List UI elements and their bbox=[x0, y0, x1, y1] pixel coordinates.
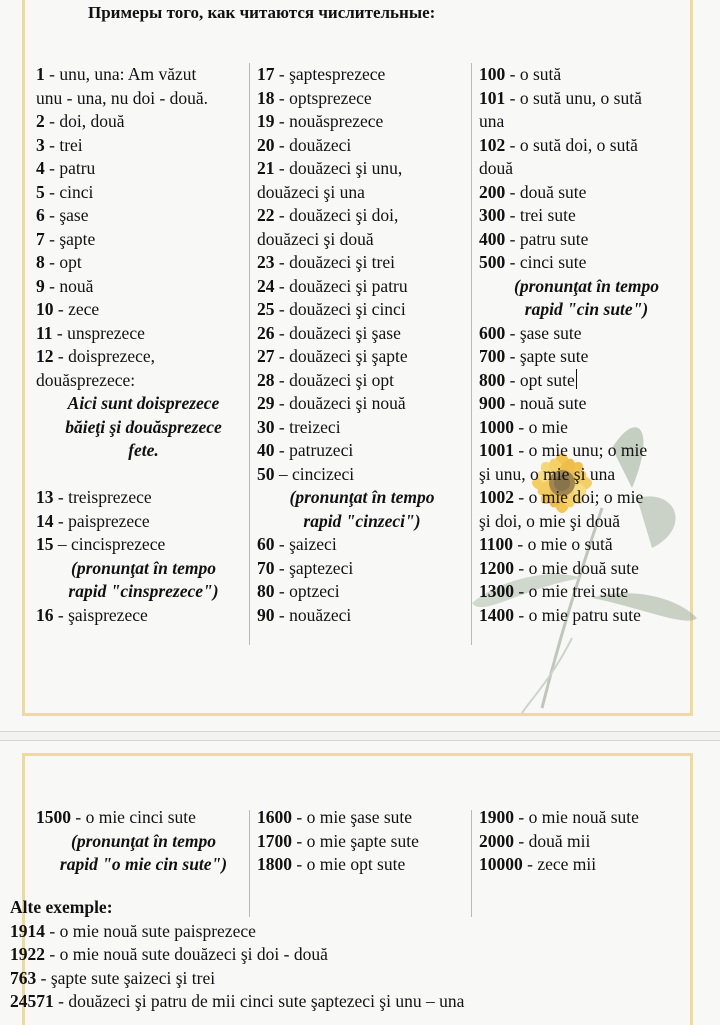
number-row bbox=[36, 204, 251, 228]
number-reading: - şaptesprezece bbox=[274, 64, 386, 84]
number-row bbox=[257, 533, 467, 557]
number-reading: - cinci bbox=[44, 181, 94, 202]
number-value: 1002 bbox=[479, 487, 514, 507]
number-value: 16 bbox=[36, 604, 54, 625]
number-reading: - douăzeci şi doi, bbox=[274, 205, 399, 225]
number-reading: - o sută doi, o sută bbox=[505, 134, 638, 155]
number-row bbox=[479, 181, 694, 205]
numbers-column-3 bbox=[479, 63, 694, 627]
number-reading: - o sută unu, o sută bbox=[505, 87, 642, 108]
pronunciation-note: (pronunţat în tempo bbox=[289, 487, 435, 507]
number-reading: - o mie unu; o mie bbox=[514, 440, 648, 460]
number-row bbox=[36, 604, 251, 628]
number-reading: - douăzeci şi nouă bbox=[274, 393, 406, 413]
number-reading: una bbox=[479, 111, 505, 131]
number-reading: – cincizeci bbox=[274, 463, 355, 484]
number-value: 10000 bbox=[479, 854, 523, 874]
number-value: 3 bbox=[36, 134, 45, 155]
number-value: 500 bbox=[479, 252, 506, 272]
number-reading: - şase bbox=[44, 205, 89, 225]
number-reading: - douăzeci şi şase bbox=[274, 322, 401, 343]
number-row bbox=[36, 87, 251, 111]
number-reading: - douăzeci şi patru de mii cinci sute şaptezeci şi unu – una bbox=[53, 991, 465, 1011]
number-value: 4 bbox=[36, 158, 45, 178]
number-value: 1300 bbox=[479, 581, 514, 601]
number-reading: - şapte bbox=[44, 228, 96, 249]
number-reading: - o mie patru sute bbox=[514, 604, 641, 625]
number-row bbox=[257, 298, 467, 322]
number-value: 1922 bbox=[10, 944, 45, 964]
number-row bbox=[257, 251, 467, 275]
number-value: 800 bbox=[479, 369, 506, 390]
number-reading: - douăzeci şi opt bbox=[274, 369, 395, 390]
number-reading: - doisprezece, bbox=[53, 346, 156, 366]
pronunciation-note: rapid "o mie cin sute") bbox=[59, 854, 228, 874]
number-value: 2 bbox=[36, 111, 45, 131]
document-page-2 bbox=[0, 740, 720, 1025]
number-value: 900 bbox=[479, 393, 506, 413]
number-row bbox=[257, 369, 467, 393]
number-reading: - cinci sute bbox=[505, 252, 587, 272]
number-reading: şi doi, o mie şi două bbox=[479, 510, 620, 531]
number-value: 11 bbox=[36, 322, 53, 343]
number-row bbox=[36, 275, 251, 299]
number-row bbox=[257, 345, 467, 369]
number-reading: - treisprezece bbox=[53, 487, 152, 507]
number-row bbox=[479, 510, 694, 534]
number-value: 40 bbox=[257, 440, 275, 460]
pronunciation-note: băieţi şi douăsprezece bbox=[65, 416, 222, 437]
number-reading: - nouă bbox=[44, 275, 94, 296]
number-row bbox=[479, 463, 694, 487]
number-row bbox=[36, 228, 251, 252]
number-row bbox=[36, 134, 251, 158]
number-row bbox=[257, 439, 467, 463]
number-row bbox=[36, 251, 251, 275]
number-row bbox=[36, 157, 251, 181]
number-row bbox=[257, 228, 467, 252]
number-row bbox=[479, 853, 694, 877]
number-value: 13 bbox=[36, 487, 54, 507]
number-reading: - optsprezece bbox=[274, 87, 372, 108]
pronunciation-note: Aici sunt doisprezece bbox=[67, 393, 220, 413]
number-row bbox=[479, 369, 694, 393]
number-row bbox=[257, 181, 467, 205]
number-row bbox=[257, 604, 467, 628]
number-reading: douăzeci şi două bbox=[257, 228, 374, 249]
number-row bbox=[36, 369, 251, 393]
number-value: 90 bbox=[257, 604, 275, 625]
number-reading: - opt sute bbox=[505, 369, 575, 390]
number-reading: – cincisprezece bbox=[53, 534, 166, 554]
examples-section bbox=[10, 896, 464, 1014]
number-reading: - unu, una: Am văzut bbox=[44, 64, 197, 84]
number-value: 1900 bbox=[479, 807, 514, 827]
number-reading: unu - una, nu doi - două. bbox=[36, 87, 209, 108]
number-value: 1200 bbox=[479, 557, 514, 578]
number-reading: - o mie nouă sute paisprezece bbox=[45, 920, 256, 941]
number-row bbox=[36, 63, 251, 87]
number-reading: - o mie opt sute bbox=[292, 854, 406, 874]
number-value: 28 bbox=[257, 369, 275, 390]
number-row bbox=[257, 157, 467, 181]
number-value: 1500 bbox=[36, 807, 71, 827]
number-reading: - nouăsprezece bbox=[274, 111, 384, 131]
number-reading: - doi, două bbox=[44, 111, 125, 131]
number-reading: - douăzeci şi trei bbox=[274, 252, 396, 272]
pronunciation-note: (pronunţat în tempo bbox=[71, 830, 216, 851]
number-value: 200 bbox=[479, 181, 506, 202]
number-value: 27 bbox=[257, 346, 275, 366]
number-value: 7 bbox=[36, 228, 45, 249]
number-value: 1400 bbox=[479, 604, 514, 625]
number-reading: - o mie doi; o mie bbox=[514, 487, 644, 507]
number-row bbox=[479, 110, 694, 134]
number-reading: - patruzeci bbox=[274, 440, 354, 460]
number-value: 10 bbox=[36, 299, 54, 319]
number-reading: - treizeci bbox=[274, 416, 341, 437]
numbers-column-6 bbox=[479, 806, 694, 877]
number-row bbox=[257, 830, 467, 854]
number-value: 26 bbox=[257, 322, 275, 343]
number-row bbox=[479, 604, 694, 628]
number-reading: - o mie nouă sute douăzeci şi doi - două bbox=[45, 944, 328, 964]
number-row bbox=[479, 580, 694, 604]
number-reading: - o mie cinci sute bbox=[71, 807, 196, 827]
number-value: 20 bbox=[257, 134, 275, 155]
number-row bbox=[257, 204, 467, 228]
number-value: 9 bbox=[36, 275, 45, 296]
number-reading: - două mii bbox=[514, 830, 591, 851]
number-reading: - optzeci bbox=[274, 581, 340, 601]
number-reading: două bbox=[479, 158, 514, 178]
number-value: 700 bbox=[479, 346, 506, 366]
pronunciation-note: rapid "cin sute") bbox=[524, 299, 649, 319]
number-value: 12 bbox=[36, 346, 54, 366]
numbers-column-4 bbox=[36, 806, 251, 877]
number-row bbox=[36, 110, 251, 134]
number-reading: - patru bbox=[44, 158, 96, 178]
number-row bbox=[257, 134, 467, 158]
example-row bbox=[10, 990, 464, 1014]
number-reading: - o mie trei sute bbox=[514, 581, 629, 601]
number-value: 1600 bbox=[257, 807, 292, 827]
number-row bbox=[257, 110, 467, 134]
number-row bbox=[36, 345, 251, 369]
number-value: 23 bbox=[257, 252, 275, 272]
number-value: 763 bbox=[10, 967, 37, 988]
number-row bbox=[479, 486, 694, 510]
example-row bbox=[10, 920, 464, 944]
number-reading: şi unu, o mie şi una bbox=[479, 463, 616, 484]
number-reading: - douăzeci şi patru bbox=[274, 275, 408, 296]
number-reading: - paisprezece bbox=[53, 510, 150, 531]
number-reading: - o sută bbox=[505, 64, 562, 84]
number-row bbox=[257, 416, 467, 440]
number-value: 18 bbox=[257, 87, 275, 108]
number-reading: - opt bbox=[44, 252, 82, 272]
number-reading: - douăzeci şi unu, bbox=[274, 158, 403, 178]
number-reading: - zece mii bbox=[522, 854, 597, 874]
number-value: 24571 bbox=[10, 991, 54, 1011]
number-value: 600 bbox=[479, 322, 506, 343]
number-row bbox=[257, 557, 467, 581]
number-reading: - şapte sute bbox=[505, 346, 589, 366]
number-reading: - o mie şapte sute bbox=[292, 830, 419, 851]
number-reading: - trei sute bbox=[505, 205, 576, 225]
number-reading: - o mie două sute bbox=[514, 557, 639, 578]
number-reading: - zece bbox=[53, 299, 100, 319]
number-value: 1800 bbox=[257, 854, 292, 874]
number-value: 22 bbox=[257, 205, 275, 225]
number-row bbox=[36, 181, 251, 205]
number-reading: - douăzeci bbox=[274, 134, 352, 155]
number-row bbox=[479, 63, 694, 87]
number-value: 14 bbox=[36, 510, 54, 531]
number-row bbox=[257, 63, 467, 87]
number-row bbox=[479, 392, 694, 416]
number-reading: douăsprezece: bbox=[36, 369, 136, 390]
page-heading: Примеры того, как читаются числительные: bbox=[88, 3, 436, 22]
number-value: 29 bbox=[257, 393, 275, 413]
number-reading: - două sute bbox=[505, 181, 587, 202]
text-cursor bbox=[576, 369, 577, 389]
number-row bbox=[36, 322, 251, 346]
example-row bbox=[10, 943, 464, 967]
number-row bbox=[257, 853, 467, 877]
column-divider bbox=[471, 810, 472, 917]
number-row bbox=[36, 533, 251, 557]
number-value: 1100 bbox=[479, 534, 514, 554]
number-value: 50 bbox=[257, 463, 275, 484]
number-value: 100 bbox=[479, 64, 506, 84]
number-value: 15 bbox=[36, 534, 54, 554]
number-value: 6 bbox=[36, 205, 45, 225]
number-value: 25 bbox=[257, 299, 275, 319]
number-row bbox=[257, 392, 467, 416]
number-row bbox=[36, 510, 251, 534]
number-value: 70 bbox=[257, 557, 275, 578]
number-value: 101 bbox=[479, 87, 506, 108]
number-row bbox=[479, 157, 694, 181]
number-row bbox=[479, 87, 694, 111]
number-row bbox=[479, 439, 694, 463]
number-value: 1700 bbox=[257, 830, 292, 851]
number-row bbox=[479, 416, 694, 440]
number-reading: - douăzeci şi cinci bbox=[274, 299, 406, 319]
number-value: 5 bbox=[36, 181, 45, 202]
number-value: 1914 bbox=[10, 920, 45, 941]
number-reading: - şaisprezece bbox=[53, 604, 148, 625]
number-row bbox=[257, 275, 467, 299]
number-value: 1000 bbox=[479, 416, 514, 437]
number-row bbox=[257, 463, 467, 487]
number-row bbox=[36, 298, 251, 322]
number-row bbox=[479, 533, 694, 557]
number-row bbox=[479, 557, 694, 581]
number-reading: - nouăzeci bbox=[274, 604, 352, 625]
number-row bbox=[479, 345, 694, 369]
pronunciation-note: rapid "cinsprezece") bbox=[68, 581, 219, 601]
number-value: 8 bbox=[36, 252, 45, 272]
column-divider bbox=[471, 63, 472, 645]
number-value: 60 bbox=[257, 534, 275, 554]
numbers-column-1 bbox=[36, 63, 251, 627]
number-reading: - douăzeci şi şapte bbox=[274, 346, 408, 366]
numbers-column-5 bbox=[257, 806, 467, 877]
number-row bbox=[257, 580, 467, 604]
number-row bbox=[479, 806, 694, 830]
pronunciation-note: rapid "cinzeci") bbox=[303, 510, 421, 531]
number-value: 300 bbox=[479, 205, 506, 225]
number-reading: douăzeci şi una bbox=[257, 181, 365, 202]
pronunciation-note: (pronunţat în tempo bbox=[514, 275, 659, 296]
number-value: 1001 bbox=[479, 440, 514, 460]
pronunciation-note: fete. bbox=[128, 440, 159, 460]
number-reading: - şaptezeci bbox=[274, 557, 354, 578]
number-reading: - nouă sute bbox=[505, 393, 587, 413]
numbers-column-2 bbox=[257, 63, 467, 627]
number-reading: - o mie şase sute bbox=[292, 807, 413, 827]
number-row bbox=[479, 228, 694, 252]
number-row bbox=[479, 322, 694, 346]
number-row bbox=[36, 806, 251, 830]
number-value: 1 bbox=[36, 64, 45, 84]
pronunciation-note: (pronunţat în tempo bbox=[71, 557, 216, 578]
number-reading: - o mie nouă sute bbox=[514, 807, 639, 827]
number-value: 102 bbox=[479, 134, 506, 155]
number-value: 400 bbox=[479, 228, 506, 249]
examples-title: Alte exemple: bbox=[10, 897, 113, 917]
number-value: 21 bbox=[257, 158, 275, 178]
number-row bbox=[479, 830, 694, 854]
number-reading: - trei bbox=[44, 134, 83, 155]
number-value: 19 bbox=[257, 111, 275, 131]
number-row bbox=[479, 204, 694, 228]
number-reading: - şapte sute şaizeci şi trei bbox=[36, 967, 216, 988]
number-value: 2000 bbox=[479, 830, 514, 851]
number-value: 24 bbox=[257, 275, 275, 296]
number-value: 30 bbox=[257, 416, 275, 437]
number-row bbox=[479, 134, 694, 158]
number-row bbox=[36, 486, 251, 510]
example-row bbox=[10, 967, 464, 991]
number-value: 80 bbox=[257, 581, 275, 601]
number-reading: - unsprezece bbox=[52, 322, 145, 343]
number-reading: - şaizeci bbox=[274, 534, 337, 554]
number-reading: - o mie o sută bbox=[513, 534, 613, 554]
number-row bbox=[479, 251, 694, 275]
number-reading: - şase sute bbox=[505, 322, 582, 343]
number-reading: - patru sute bbox=[505, 228, 589, 249]
number-value: 17 bbox=[257, 64, 275, 84]
number-row bbox=[257, 806, 467, 830]
number-row bbox=[257, 87, 467, 111]
number-reading: - o mie bbox=[514, 416, 568, 437]
number-row bbox=[257, 322, 467, 346]
